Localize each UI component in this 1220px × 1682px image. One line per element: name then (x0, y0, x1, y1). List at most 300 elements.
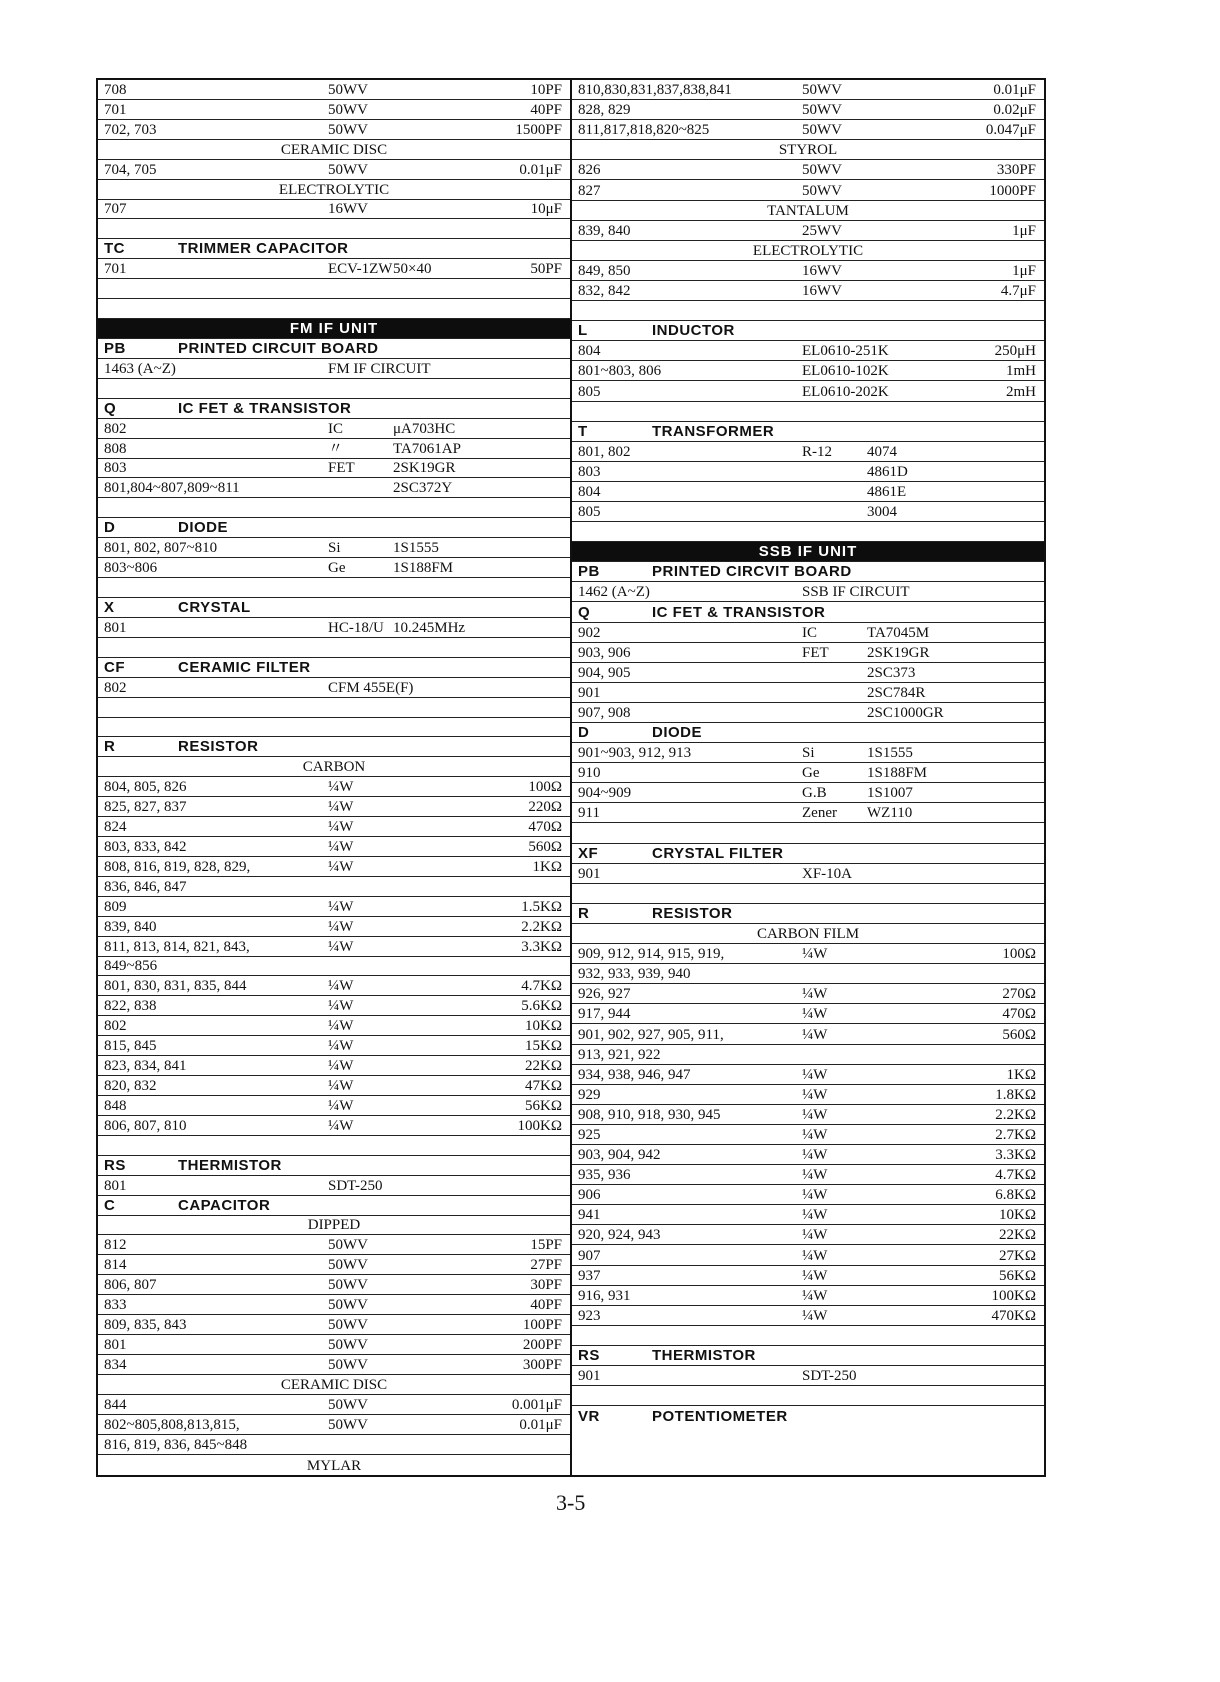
part-reference: 805 (578, 383, 601, 400)
part-reference: 801, 802 (578, 443, 631, 460)
part-spec: ¼W (328, 858, 354, 875)
part-value: 5.6KΩ (521, 998, 562, 1015)
blank-row (98, 718, 570, 738)
part-spec: 50WV (802, 182, 842, 199)
part-row (572, 160, 1044, 180)
part-row (98, 1395, 570, 1415)
left-column (98, 80, 572, 1475)
part-type: WZ110 (867, 805, 913, 822)
part-type: 1S188FM (393, 560, 454, 577)
part-value: 22KΩ (999, 1227, 1036, 1244)
section-banner (572, 542, 1044, 562)
part-spec: ¼W (328, 799, 354, 816)
part-type: 1S188FM (867, 765, 928, 782)
part-type: 10.245MHz (393, 619, 466, 636)
part-row (572, 1145, 1044, 1165)
part-row (98, 1176, 570, 1196)
part-reference: 806, 807, 810 (104, 1117, 187, 1134)
part-reference: 815, 845 (104, 1038, 157, 1055)
part-row (572, 1045, 1044, 1065)
part-row (98, 957, 570, 977)
category-header (98, 1156, 570, 1176)
part-value: 10μF (530, 201, 562, 218)
part-spec: ¼W (328, 1097, 354, 1114)
part-row (572, 643, 1044, 663)
part-row (572, 1225, 1044, 1245)
category-title: CAPACITOR (178, 1196, 271, 1214)
part-value: 0.01μF (519, 1416, 562, 1433)
part-reference: 904, 905 (578, 664, 631, 681)
part-type: 2SK19GR (867, 644, 930, 661)
part-reference: 824 (104, 819, 127, 836)
category-title: DIODE (178, 519, 229, 537)
part-type: 3004 (867, 504, 897, 521)
part-row (572, 582, 1044, 602)
part-spec: 50WV (328, 81, 368, 98)
part-row (572, 763, 1044, 783)
part-reference: 812 (104, 1237, 127, 1254)
part-value: 2.7KΩ (995, 1126, 1036, 1143)
part-spec: Ge (802, 765, 820, 782)
part-value: 15PF (530, 1237, 562, 1254)
category-title: RESISTOR (178, 738, 259, 756)
part-value: 27PF (530, 1257, 562, 1274)
category-header (572, 422, 1044, 442)
part-reference: 814 (104, 1257, 127, 1274)
part-spec: EL0610-102K (802, 363, 889, 380)
part-spec: ¼W (802, 1207, 828, 1224)
category-title: TRIMMER CAPACITOR (178, 240, 349, 258)
blank-row (572, 1326, 1044, 1346)
subcategory-row (572, 201, 1044, 221)
part-value: 0.047μF (985, 122, 1036, 139)
part-row (572, 944, 1044, 964)
part-spec: 50WV (328, 1257, 368, 1274)
part-value: 2.2KΩ (995, 1106, 1036, 1123)
part-type: 2SC784R (867, 684, 926, 701)
part-reference: 801, 830, 831, 835, 844 (104, 978, 247, 995)
subcategory-label: CERAMIC DISC (280, 1376, 388, 1393)
part-spec: ¼W (802, 1086, 828, 1103)
blank-row (98, 1136, 570, 1156)
part-value: 1.8KΩ (995, 1086, 1036, 1103)
part-row (98, 1255, 570, 1275)
part-reference: 839, 840 (578, 222, 631, 239)
part-reference: 848 (104, 1097, 127, 1114)
part-reference: 825, 827, 837 (104, 799, 187, 816)
blank-row (572, 402, 1044, 422)
part-reference: 923 (578, 1307, 601, 1324)
part-spec: ¼W (328, 779, 354, 796)
part-row (98, 917, 570, 937)
part-value: 0.02μF (993, 102, 1036, 119)
category-header (572, 723, 1044, 743)
part-row (572, 1004, 1044, 1024)
part-row (572, 1245, 1044, 1265)
category-header (572, 1346, 1044, 1366)
part-spec: ¼W (802, 1126, 828, 1143)
category-header (98, 598, 570, 618)
part-row (572, 663, 1044, 683)
part-spec: ¼W (802, 1187, 828, 1204)
part-type: 4861E (867, 483, 907, 500)
part-row (98, 200, 570, 220)
part-spec: ¼W (802, 1227, 828, 1244)
part-value: 270Ω (1002, 986, 1036, 1003)
part-spec: ¼W (802, 1247, 828, 1264)
blank-row (98, 638, 570, 658)
part-row (572, 221, 1044, 241)
category-code: X (104, 598, 115, 616)
part-row (98, 817, 570, 837)
part-row (98, 1116, 570, 1136)
part-spec: ¼W (802, 946, 828, 963)
blank-row (98, 498, 570, 518)
part-spec: ¼W (802, 1066, 828, 1083)
category-title: THERMISTOR (652, 1347, 756, 1364)
part-spec: 50WV (802, 122, 842, 139)
part-value: 27KΩ (999, 1247, 1036, 1264)
part-type: 2SC1000GR (867, 705, 944, 721)
part-spec: ¼W (328, 1058, 354, 1075)
part-reference: 801~803, 806 (578, 363, 662, 380)
blank-row (98, 379, 570, 399)
part-spec: 50WV (328, 161, 368, 178)
category-code: Q (578, 603, 591, 621)
category-code: PB (104, 339, 126, 357)
category-code: L (578, 322, 588, 340)
part-row (98, 618, 570, 638)
part-row (572, 361, 1044, 381)
subcategory-row (572, 924, 1044, 944)
part-row (98, 1275, 570, 1295)
part-reference: 941 (578, 1207, 601, 1224)
part-value: 0.001μF (511, 1396, 562, 1413)
part-reference: 904~909 (578, 785, 632, 802)
part-spec: HC-18/U (328, 619, 384, 636)
category-title: THERMISTOR (178, 1156, 282, 1174)
part-reference: 901~903, 912, 913 (578, 745, 692, 762)
part-spec: 50WV (328, 1337, 368, 1353)
part-row (98, 678, 570, 698)
part-spec: FM IF CIRCUIT (328, 360, 431, 377)
part-spec: 50WV (328, 121, 368, 138)
right-column (572, 80, 1044, 1475)
blank-row (98, 578, 570, 598)
category-title: RESISTOR (652, 904, 733, 922)
part-row (98, 1016, 570, 1036)
part-reference: 935, 936 (578, 1167, 631, 1184)
subcategory-row (98, 180, 570, 200)
part-reference: 910 (578, 765, 601, 782)
part-reference: 809, 835, 843 (104, 1317, 187, 1334)
part-row (572, 1286, 1044, 1306)
subcategory-label: CERAMIC DISC (280, 141, 388, 158)
part-reference: 934, 938, 946, 947 (578, 1066, 691, 1083)
part-reference: 926, 927 (578, 986, 631, 1003)
part-reference: 805 (578, 504, 601, 521)
part-spec: ¼W (802, 1267, 828, 1284)
part-reference: 937 (578, 1267, 601, 1284)
part-row (98, 1036, 570, 1056)
part-value: 40PF (530, 101, 562, 118)
part-spec: Zener (802, 805, 837, 822)
part-reference: 906 (578, 1187, 601, 1204)
part-spec: SDT-250 (328, 1177, 383, 1194)
part-spec: R-12 (802, 443, 832, 460)
part-type: 1S1007 (867, 785, 913, 802)
part-reference: 802 (104, 679, 127, 696)
part-value: 470KΩ (991, 1307, 1036, 1324)
part-spec: 50WV (328, 1396, 368, 1413)
part-spec: IC (802, 624, 817, 641)
part-reference: 828, 829 (578, 102, 631, 119)
part-row (98, 837, 570, 857)
subcategory-label: MYLAR (306, 1457, 362, 1474)
part-reference: 801 (104, 619, 127, 636)
category-header (98, 239, 570, 259)
part-row (98, 439, 570, 459)
part-row (572, 964, 1044, 984)
part-reference: 811, 813, 814, 821, 843, (104, 938, 250, 955)
part-reference: 803~806 (104, 560, 158, 577)
part-spec: ¼W (328, 838, 354, 855)
part-reference: 808, 816, 819, 828, 829, (104, 858, 251, 875)
part-spec: ¼W (328, 898, 354, 915)
part-spec: 16WV (802, 283, 842, 300)
part-reference: 801,804~807,809~811 (104, 480, 240, 497)
category-code: XF (578, 844, 599, 862)
category-title: TRANSFORMER (652, 422, 775, 440)
part-spec: ¼W (802, 1287, 828, 1304)
part-value: 3.3KΩ (521, 938, 562, 955)
category-code: D (104, 519, 116, 537)
part-row (572, 1125, 1044, 1145)
part-row (572, 1165, 1044, 1185)
part-spec: ¼W (328, 1117, 354, 1134)
part-row (572, 80, 1044, 100)
part-spec: ¼W (328, 978, 354, 995)
category-code: VR (578, 1408, 600, 1426)
part-value: 6.8KΩ (995, 1187, 1036, 1204)
part-row (98, 1315, 570, 1335)
part-spec: FET (802, 644, 829, 661)
category-title: INDUCTOR (652, 322, 735, 340)
part-spec: 16WV (802, 262, 842, 279)
part-row (572, 1185, 1044, 1205)
subcategory-row (98, 757, 570, 777)
part-type: 1S1555 (393, 540, 439, 557)
part-reference: 932, 933, 939, 940 (578, 966, 691, 983)
part-value: 220Ω (528, 799, 562, 816)
category-header (98, 737, 570, 757)
part-spec: CFM 455E(F) (328, 679, 414, 696)
part-value: 47KΩ (525, 1078, 562, 1095)
part-spec: 50WV (328, 1356, 368, 1373)
category-header (572, 562, 1044, 582)
category-code: C (104, 1196, 116, 1214)
part-spec: ¼W (802, 1106, 828, 1123)
part-value: 470Ω (528, 819, 562, 836)
part-row (98, 259, 570, 279)
category-title: PRINTED CIRCVIT BOARD (652, 563, 852, 581)
part-value: 1KΩ (1006, 1066, 1036, 1083)
part-row (98, 359, 570, 379)
part-row (572, 623, 1044, 643)
blank-row (98, 299, 570, 319)
part-reference: 908, 910, 918, 930, 945 (578, 1106, 721, 1123)
category-code: D (578, 724, 590, 742)
part-reference: 902 (578, 624, 601, 641)
part-spec: ¼W (328, 1078, 354, 1095)
part-reference: 849~856 (104, 958, 158, 975)
part-row (98, 996, 570, 1016)
part-row (98, 877, 570, 897)
part-row (572, 120, 1044, 140)
part-spec: EL0610-251K (802, 343, 889, 360)
part-spec: 50WV (328, 1297, 368, 1314)
part-reference: 907 (578, 1247, 601, 1264)
part-row (572, 783, 1044, 803)
part-spec: ¼W (802, 1167, 828, 1184)
part-row (98, 1295, 570, 1315)
part-reference: 802 (104, 1018, 127, 1035)
part-value: 200PF (522, 1337, 562, 1353)
part-row (572, 462, 1044, 482)
part-reference: 839, 840 (104, 918, 157, 935)
part-spec: SDT-250 (802, 1368, 857, 1385)
category-title: IC FET & TRANSISTOR (652, 603, 826, 621)
part-value: 1500PF (515, 121, 562, 138)
part-reference: 708 (104, 81, 127, 98)
part-row (98, 1335, 570, 1355)
part-spec: ¼W (802, 986, 828, 1003)
part-value: 100PF (522, 1317, 562, 1334)
part-row (572, 683, 1044, 703)
part-type: 4074 (867, 443, 897, 460)
part-reference: 844 (104, 1396, 127, 1413)
part-row (98, 937, 570, 957)
category-header (98, 518, 570, 538)
part-value: 560Ω (528, 838, 562, 855)
part-row (98, 538, 570, 558)
part-type: TA7061AP (393, 440, 461, 457)
part-row (98, 120, 570, 140)
part-row (572, 482, 1044, 502)
part-reference: 827 (578, 182, 601, 199)
part-value: 2mH (1006, 383, 1036, 400)
part-reference: 833 (104, 1297, 127, 1314)
part-value: 4.7KΩ (995, 1167, 1036, 1184)
part-spec: G.B (802, 785, 827, 802)
category-header (572, 904, 1044, 924)
part-value: 4.7μF (1000, 283, 1036, 300)
part-spec: ¼W (328, 998, 354, 1015)
part-reference: 704, 705 (104, 161, 157, 178)
category-code: PB (578, 563, 600, 581)
part-row (572, 1366, 1044, 1386)
part-reference: 801 (104, 1177, 127, 1194)
part-reference: 823, 834, 841 (104, 1058, 187, 1075)
category-title: DIODE (652, 724, 703, 742)
part-value: 330PF (996, 162, 1036, 179)
part-type: μA703HC (393, 420, 456, 437)
part-reference: 909, 912, 914, 915, 919, (578, 946, 725, 963)
part-reference: 822, 838 (104, 998, 157, 1015)
part-row (572, 1024, 1044, 1044)
part-value: 300PF (522, 1356, 562, 1373)
part-reference: 809 (104, 898, 127, 915)
part-row (98, 459, 570, 479)
part-reference: 808 (104, 440, 127, 457)
part-type: 1S1555 (867, 745, 913, 762)
part-row (98, 1096, 570, 1116)
category-code: RS (104, 1156, 126, 1174)
page-number: 3-5 (556, 1490, 586, 1515)
part-spec: ¼W (802, 1147, 828, 1164)
part-reference: 913, 921, 922 (578, 1046, 661, 1063)
subcategory-row (98, 1455, 570, 1475)
part-value: 50PF (530, 261, 562, 278)
parts-list-table (96, 78, 1046, 1477)
part-reference: 901 (578, 1368, 601, 1385)
part-reference: 911 (578, 805, 600, 822)
subcategory-label: STYROL (778, 142, 838, 159)
category-header (98, 658, 570, 678)
part-row (572, 442, 1044, 462)
category-code: RS (578, 1347, 600, 1364)
part-spec: ¼W (328, 918, 354, 935)
part-spec: EL0610-202K (802, 383, 889, 400)
part-reference: 820, 832 (104, 1078, 157, 1095)
part-row (572, 261, 1044, 281)
part-reference: 901 (578, 684, 601, 701)
part-spec: FET (328, 460, 355, 477)
category-title: PRINTED CIRCUIT BOARD (178, 339, 379, 357)
part-reference: 701 (104, 101, 127, 118)
part-row (98, 976, 570, 996)
part-spec: Si (328, 540, 341, 557)
section-banner-title: FM IF UNIT (289, 319, 379, 337)
part-value: 2.2KΩ (521, 918, 562, 935)
part-reference: 849, 850 (578, 262, 631, 279)
category-code: T (578, 422, 588, 440)
part-spec: XF-10A (802, 865, 853, 882)
part-value: 0.01μF (519, 161, 562, 178)
part-reference: 907, 908 (578, 705, 631, 721)
category-title: CRYSTAL FILTER (652, 844, 784, 862)
part-row (98, 1435, 570, 1455)
part-value: 100Ω (528, 779, 562, 796)
category-code: R (578, 904, 590, 922)
blank-row (98, 219, 570, 239)
blank-row (572, 1386, 1044, 1406)
part-value: 56KΩ (525, 1097, 562, 1114)
part-row (98, 1076, 570, 1096)
part-reference: 917, 944 (578, 1006, 631, 1023)
blank-row (98, 698, 570, 718)
part-row (98, 857, 570, 877)
part-value: 56KΩ (999, 1267, 1036, 1284)
part-row (572, 1105, 1044, 1125)
part-reference: 802 (104, 420, 127, 437)
part-spec: ¼W (802, 1307, 828, 1324)
part-reference: 806, 807 (104, 1277, 157, 1294)
part-reference: 802~805,808,813,815, (104, 1416, 240, 1433)
section-banner-title: SSB IF UNIT (758, 543, 858, 561)
part-reference: 929 (578, 1086, 601, 1103)
part-row (98, 897, 570, 917)
